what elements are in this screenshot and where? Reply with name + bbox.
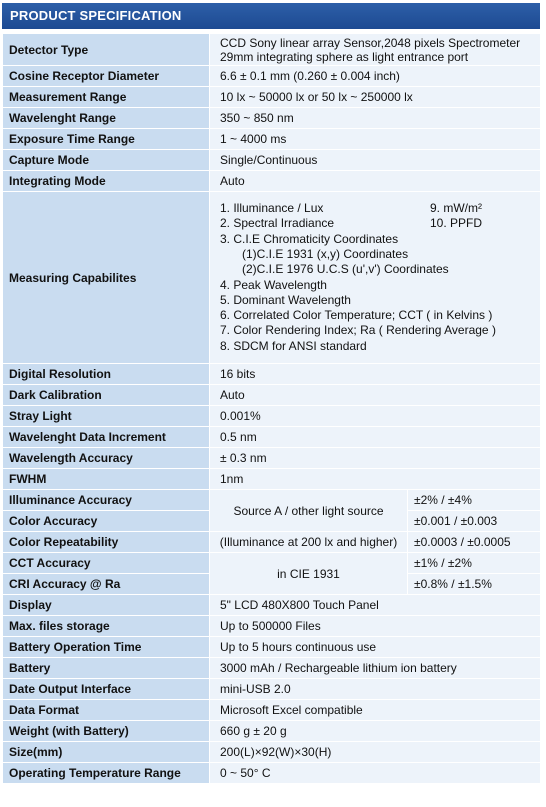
row-label: Display bbox=[3, 595, 210, 616]
table-row bbox=[3, 595, 541, 616]
row-label: Measuring Capabilites bbox=[3, 192, 210, 364]
table-row bbox=[3, 66, 541, 87]
row-label: Digital Resolution bbox=[3, 364, 210, 385]
capabilities-list bbox=[210, 192, 541, 364]
capability-item: 6. Correlated Color Temperature; CCT ( in Kelvins ) bbox=[220, 308, 493, 323]
row-label: FWHM bbox=[3, 469, 210, 490]
row-label: Wavelength Accuracy bbox=[3, 448, 210, 469]
table-row bbox=[3, 427, 541, 448]
spec-title: PRODUCT SPECIFICATION bbox=[2, 3, 540, 29]
row-label: CCT Accuracy bbox=[3, 553, 210, 574]
row-value: 5" LCD 480X800 Touch Panel bbox=[210, 595, 541, 616]
row-label: Measurement Range bbox=[3, 87, 210, 108]
table-row bbox=[3, 171, 541, 192]
row-value: Up to 5 hours continuous use bbox=[210, 637, 541, 658]
row-label: Exposure Time Range bbox=[3, 129, 210, 150]
row-value: 0.001% bbox=[210, 406, 541, 427]
row-label: Color Repeatability bbox=[3, 532, 210, 553]
capability-item: 1. Illuminance / Lux 9. mW/m² bbox=[220, 201, 482, 216]
row-value: ±1% / ±2% bbox=[408, 553, 541, 574]
row-label: Battery bbox=[3, 658, 210, 679]
row-label: Weight (with Battery) bbox=[3, 721, 210, 742]
row-label: Operating Temperature Range bbox=[3, 763, 210, 784]
capability-item: 8. SDCM for ANSI standard bbox=[220, 338, 367, 353]
capability-item: 9. mW/m² bbox=[430, 201, 482, 216]
table-row bbox=[3, 679, 541, 700]
row-value: 1nm bbox=[210, 469, 541, 490]
row-value: 660 g ± 20 g bbox=[210, 721, 541, 742]
row-value: Auto bbox=[210, 385, 541, 406]
capability-item: 7. Color Rendering Index; Ra ( Rendering Average ) bbox=[220, 323, 496, 338]
row-value: Auto bbox=[210, 171, 541, 192]
table-row bbox=[3, 616, 541, 637]
row-label: Integrating Mode bbox=[3, 171, 210, 192]
row-label: Wavelenght Data Increment bbox=[3, 427, 210, 448]
row-value: ±0.0003 / ±0.0005 bbox=[408, 532, 541, 553]
row-value: ±0.8% / ±1.5% bbox=[408, 574, 541, 595]
row-value: 6.6 ± 0.1 mm (0.260 ± 0.004 inch) bbox=[210, 66, 541, 87]
row-value: 0.5 nm bbox=[210, 427, 541, 448]
table-row bbox=[3, 700, 541, 721]
row-value: 10 lx ~ 50000 lx or 50 lx ~ 250000 lx bbox=[210, 87, 541, 108]
row-value: Microsoft Excel compatible bbox=[210, 700, 541, 721]
row-value: CCD Sony linear array Sensor,2048 pixels Spectrometer 29mm integrating sphere as light entrance port bbox=[210, 34, 541, 66]
table-row bbox=[3, 763, 541, 784]
row-value: 200(L)×92(W)×30(H) bbox=[210, 742, 541, 763]
row-label: Battery Operation Time bbox=[3, 637, 210, 658]
table-row bbox=[3, 532, 541, 553]
table-row bbox=[3, 553, 541, 574]
capability-item: 4. Peak Wavelength bbox=[220, 277, 327, 292]
accuracy-note: Source A / other light source bbox=[210, 490, 408, 532]
spec-table bbox=[2, 33, 541, 784]
table-row bbox=[3, 406, 541, 427]
capability-item: 3. C.I.E Chromaticity Coordinates bbox=[220, 231, 399, 246]
row-value: Up to 500000 Files bbox=[210, 616, 541, 637]
table-row bbox=[3, 87, 541, 108]
table-row bbox=[3, 108, 541, 129]
table-row bbox=[3, 637, 541, 658]
row-value: 1 ~ 4000 ms bbox=[210, 129, 541, 150]
row-label: Illuminance Accuracy bbox=[3, 490, 210, 511]
accuracy-note: (Illuminance at 200 lx and higher) bbox=[210, 532, 408, 553]
capability-item: 5. Dominant Wavelength bbox=[220, 292, 351, 307]
row-label: Detector Type bbox=[3, 34, 210, 66]
row-label: Cosine Receptor Diameter bbox=[3, 66, 210, 87]
table-row bbox=[3, 469, 541, 490]
capability-item: 10. PPFD bbox=[430, 216, 483, 231]
capability-item: (2)C.I.E 1976 U.C.S (u',v') Coordinates bbox=[242, 262, 449, 277]
table-row bbox=[3, 448, 541, 469]
row-label: Wavelenght Range bbox=[3, 108, 210, 129]
row-label: Capture Mode bbox=[3, 150, 210, 171]
table-row bbox=[3, 34, 541, 66]
row-label: CRI Accuracy @ Ra bbox=[3, 574, 210, 595]
table-row bbox=[3, 385, 541, 406]
row-value: 350 ~ 850 nm bbox=[210, 108, 541, 129]
row-label: Stray Light bbox=[3, 406, 210, 427]
row-value: ± 0.3 nm bbox=[210, 448, 541, 469]
row-label: Max. files storage bbox=[3, 616, 210, 637]
capability-item: (1)C.I.E 1931 (x,y) Coordinates bbox=[242, 246, 409, 261]
row-label: Color Accuracy bbox=[3, 511, 210, 532]
row-label: Data Format bbox=[3, 700, 210, 721]
table-row bbox=[3, 742, 541, 763]
row-value: Single/Continuous bbox=[210, 150, 541, 171]
row-value: ±2% / ±4% bbox=[408, 490, 541, 511]
row-value: mini-USB 2.0 bbox=[210, 679, 541, 700]
table-row bbox=[3, 150, 541, 171]
accuracy-note: in CIE 1931 bbox=[210, 553, 408, 595]
row-value: ±0.001 / ±0.003 bbox=[408, 511, 541, 532]
table-row bbox=[3, 721, 541, 742]
row-label: Date Output Interface bbox=[3, 679, 210, 700]
row-value: 0 ~ 50° C bbox=[210, 763, 541, 784]
row-label: Size(mm) bbox=[3, 742, 210, 763]
table-row bbox=[3, 490, 541, 511]
table-row bbox=[3, 658, 541, 679]
row-value: 3000 mAh / Rechargeable lithium ion battery bbox=[210, 658, 541, 679]
capability-item: 2. Spectral Irradiance 10. PPFD bbox=[220, 216, 483, 231]
table-row bbox=[3, 364, 541, 385]
table-row bbox=[3, 129, 541, 150]
row-label: Dark Calibration bbox=[3, 385, 210, 406]
row-value: 16 bits bbox=[210, 364, 541, 385]
table-row-capabilities bbox=[3, 192, 541, 364]
